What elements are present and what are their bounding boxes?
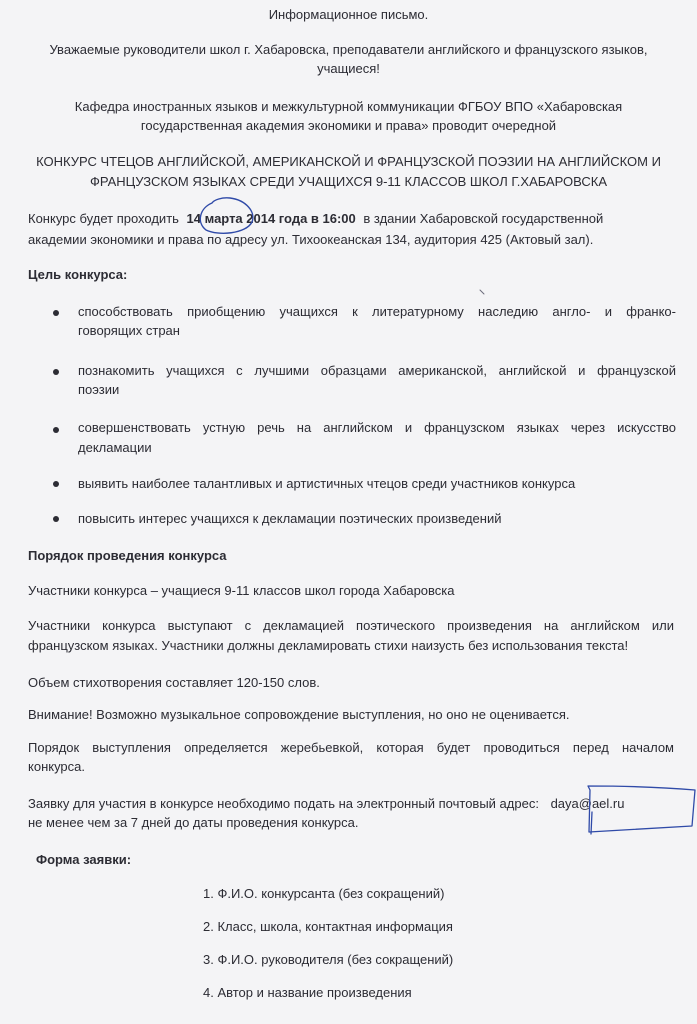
performance-line-1: Участники конкурса выступают с декламацией поэтического произведения на английском или: [28, 618, 674, 633]
greeting-line-1: Уважаемые руководители школ г. Хабаровска, преподаватели английского и французского языков,: [49, 42, 648, 57]
form-heading: Форма заявки:: [36, 852, 132, 867]
date-circle-mark: [200, 198, 253, 233]
goal-1-line-2: говорящих стран: [78, 323, 180, 338]
order-line-1: Порядок выступления определяется жеребьевкой, которая будет проводиться перед началом: [28, 740, 674, 755]
venue-line-2: академии экономики и права по адресу ул. Тихоокеанская 134, аудитория 425 (Актовый зал).: [28, 232, 594, 247]
greeting-line-2: учащиеся!: [317, 61, 380, 76]
contest-name-line-2: ФРАНЦУЗСКОМ ЯЗЫКАХ СРЕДИ УЧАЩИХСЯ 9-11 КЛАССОВ ШКОЛ Г.ХАБАРОВСКА: [89, 174, 608, 189]
email-box-mark: [588, 786, 695, 834]
venue-suffix: в здании Хабаровской государственной: [363, 211, 604, 226]
intro-line-2: государственная академия экономики и права» проводит очередной: [140, 118, 557, 133]
contest-name-line-1: КОНКУРС ЧТЕЦОВ АНГЛИЙСКОЙ, АМЕРИКАНСКОЙ И ФРАНЦУЗСКОЙ ПОЭЗИИ НА АНГЛИЙСКОМ И: [36, 154, 661, 169]
volume-text: Объем стихотворения составляет 120-150 слов.: [28, 675, 320, 690]
venue-prefix: Конкурс будет проходить: [28, 211, 179, 226]
goal-2-line-1: познакомить учащихся с лучшими образцами американской, английской и французской: [78, 363, 676, 378]
goal-5: повысить интерес учащихся к декламации поэтических произведений: [78, 511, 502, 526]
goal-3-line-1: совершенствовать устную речь на английском и французском языках через искусство: [78, 420, 676, 435]
intro-line-1: Кафедра иностранных языков и межкультурной коммуникации ФГБОУ ВПО «Хабаровская: [74, 99, 623, 114]
order-line-2: конкурса.: [28, 759, 86, 774]
goal-3-line-2: декламации: [78, 440, 152, 455]
stray-pen-mark: [480, 290, 484, 294]
performance-line-2: французском языках. Участники должны декламировать стихи наизусть без использования текста!: [28, 638, 629, 653]
procedure-heading: Порядок проведения конкурса: [28, 548, 227, 563]
form-item-2: 2. Класс, школа, контактная информация: [203, 919, 453, 934]
goal-4: выявить наиболее талантливых и артистичных чтецов среди участников конкурса: [78, 476, 576, 491]
letter-title: Информационное письмо.: [268, 7, 429, 22]
goals-heading: Цель конкурса:: [28, 267, 128, 282]
participants-text: Участники конкурса – учащиеся 9-11 классов школ города Хабаровска: [28, 583, 455, 598]
email-link[interactable]: daya@ael.ru: [550, 796, 625, 811]
attention-text: Внимание! Возможно музыкальное сопровождение выступления, но оно не оценивается.: [28, 707, 570, 722]
form-item-4: 4. Автор и название произведения: [203, 985, 412, 1000]
application-line-2: не менее чем за 7 дней до даты проведения конкурса.: [28, 815, 359, 830]
application-text: Заявку для участия в конкурсе необходимо подать на электронный почтовый адрес:: [28, 796, 539, 811]
form-item-3: 3. Ф.И.О. руководителя (без сокращений): [203, 952, 454, 967]
form-item-1: 1. Ф.И.О. конкурсанта (без сокращений): [203, 886, 445, 901]
goal-1-line-1: способствовать приобщению учащихся к литературному наследию англо- и франко-: [78, 304, 676, 319]
venue-date: 14 марта 2014 года в 16:00: [186, 211, 356, 226]
goal-2-line-2: поэзии: [78, 382, 120, 397]
